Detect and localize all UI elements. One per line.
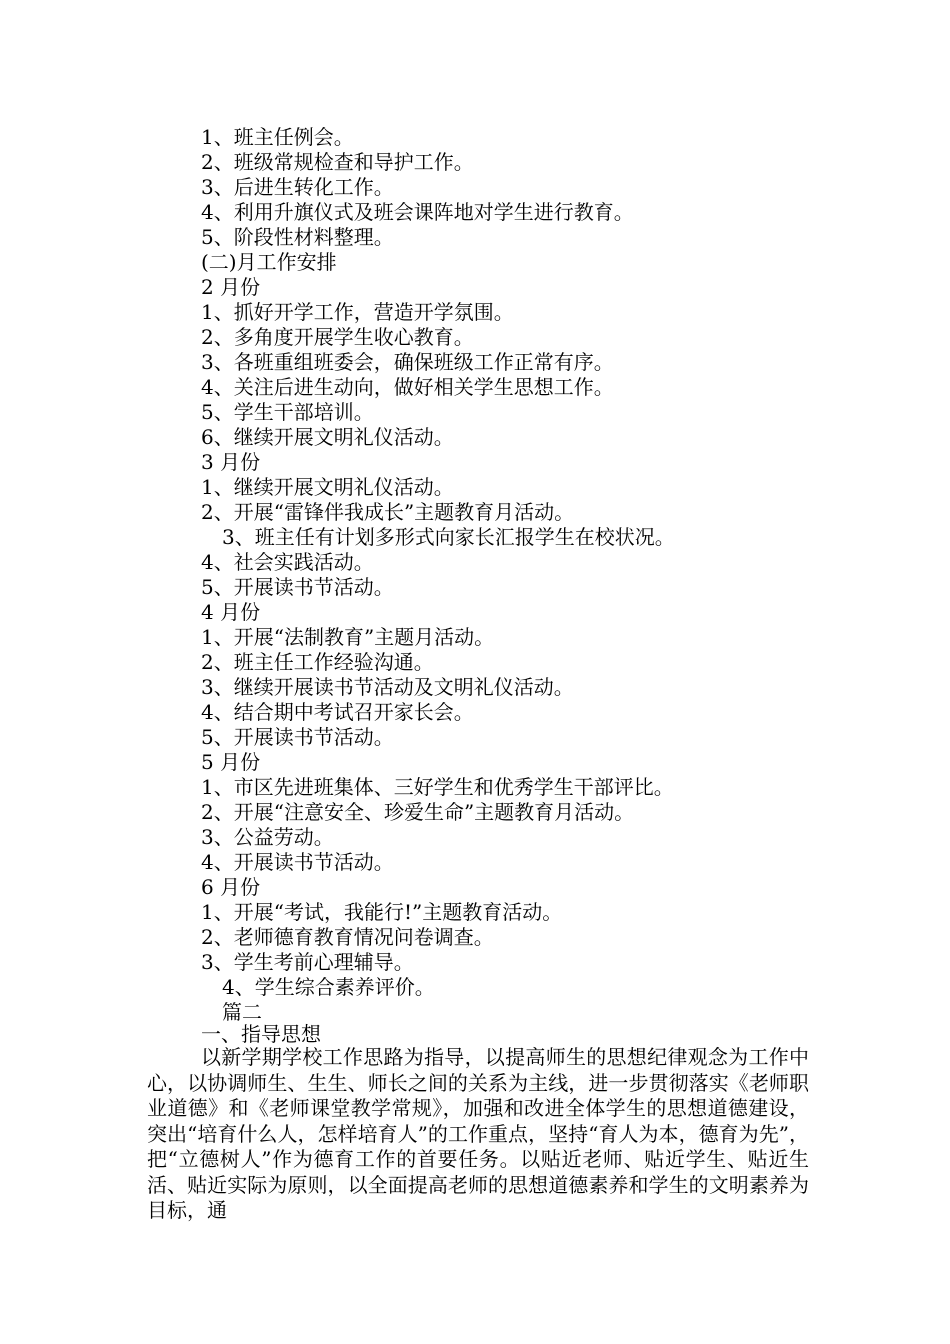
list-item: 4、利用升旗仪式及班会课阵地对学生进行教育。 [201, 200, 634, 224]
list-item: 6、继续开展文明礼仪活动。 [201, 425, 454, 449]
month-heading: 2 月份 [201, 275, 261, 299]
month-heading: 6 月份 [201, 875, 261, 899]
section-title: 篇二 [222, 1000, 262, 1024]
month-heading: 4 月份 [201, 600, 261, 624]
month-heading: 3 月份 [201, 450, 261, 474]
list-item: 5、开展读书节活动。 [201, 575, 394, 599]
list-item: 1、市区先进班集体、三好学生和优秀学生干部评比。 [201, 775, 674, 799]
list-item: 3、公益劳动。 [201, 825, 334, 849]
list-item: 2、多角度开展学生收心教育。 [201, 325, 474, 349]
list-item: 2、开展“雷锋伴我成长”主题教育月活动。 [201, 500, 575, 524]
list-item: 4、开展读书节活动。 [201, 850, 394, 874]
list-item: 3、班主任有计划多形式向家长汇报学生在校状况。 [222, 525, 675, 549]
list-item: 2、班主任工作经验沟通。 [201, 650, 434, 674]
body-paragraph: 以新学期学校工作思路为指导，以提高师生的思想纪律观念为工作中心，以协调师生、生生、师长之间的关系为主线，进一步贯彻落实《老师职业道德》和《老师课堂教学常规》，加强和改进全体学生的思想道德建设，突出“培育什么人，怎样培育人”的工作重点，坚持“育人为本，德育为先”，把“立德树人”作为德育工作的首要任务。以贴近老师、贴近学生、贴近生活、贴近实际为原则，以全面提高老师的思想道德素养和学生的文明素养为目标，通 [147, 1045, 809, 1222]
list-item: 3、后进生转化工作。 [201, 175, 394, 199]
month-heading: 5 月份 [201, 750, 261, 774]
list-item: 2、班级常规检查和导护工作。 [201, 150, 474, 174]
list-item: 4、关注后进生动向，做好相关学生思想工作。 [201, 375, 614, 399]
list-item: 3、继续开展读书节活动及文明礼仪活动。 [201, 675, 574, 699]
list-item: 4、学生综合素养评价。 [222, 975, 435, 999]
list-item: 1、继续开展文明礼仪活动。 [201, 475, 454, 499]
list-item: 5、阶段性材料整理。 [201, 225, 394, 249]
list-item: 1、抓好开学工作，营造开学氛围。 [201, 300, 514, 324]
list-item: 3、学生考前心理辅导。 [201, 950, 414, 974]
list-item: 5、学生干部培训。 [201, 400, 374, 424]
list-item: 1、班主任例会。 [201, 125, 354, 149]
list-item: 4、社会实践活动。 [201, 550, 374, 574]
section-heading: (二)月工作安排 [201, 250, 337, 274]
list-item: 1、开展“法制教育”主题月活动。 [201, 625, 495, 649]
list-item: 3、各班重组班委会，确保班级工作正常有序。 [201, 350, 614, 374]
list-item: 4、结合期中考试召开家长会。 [201, 700, 474, 724]
list-item: 2、老师德育教育情况问卷调查。 [201, 925, 494, 949]
section-heading: 一、指导思想 [201, 1022, 321, 1046]
list-item: 1、开展“考试，我能行!”主题教育活动。 [201, 900, 563, 924]
list-item: 2、开展“注意安全、珍爱生命”主题教育月活动。 [201, 800, 635, 824]
list-item: 5、开展读书节活动。 [201, 725, 394, 749]
